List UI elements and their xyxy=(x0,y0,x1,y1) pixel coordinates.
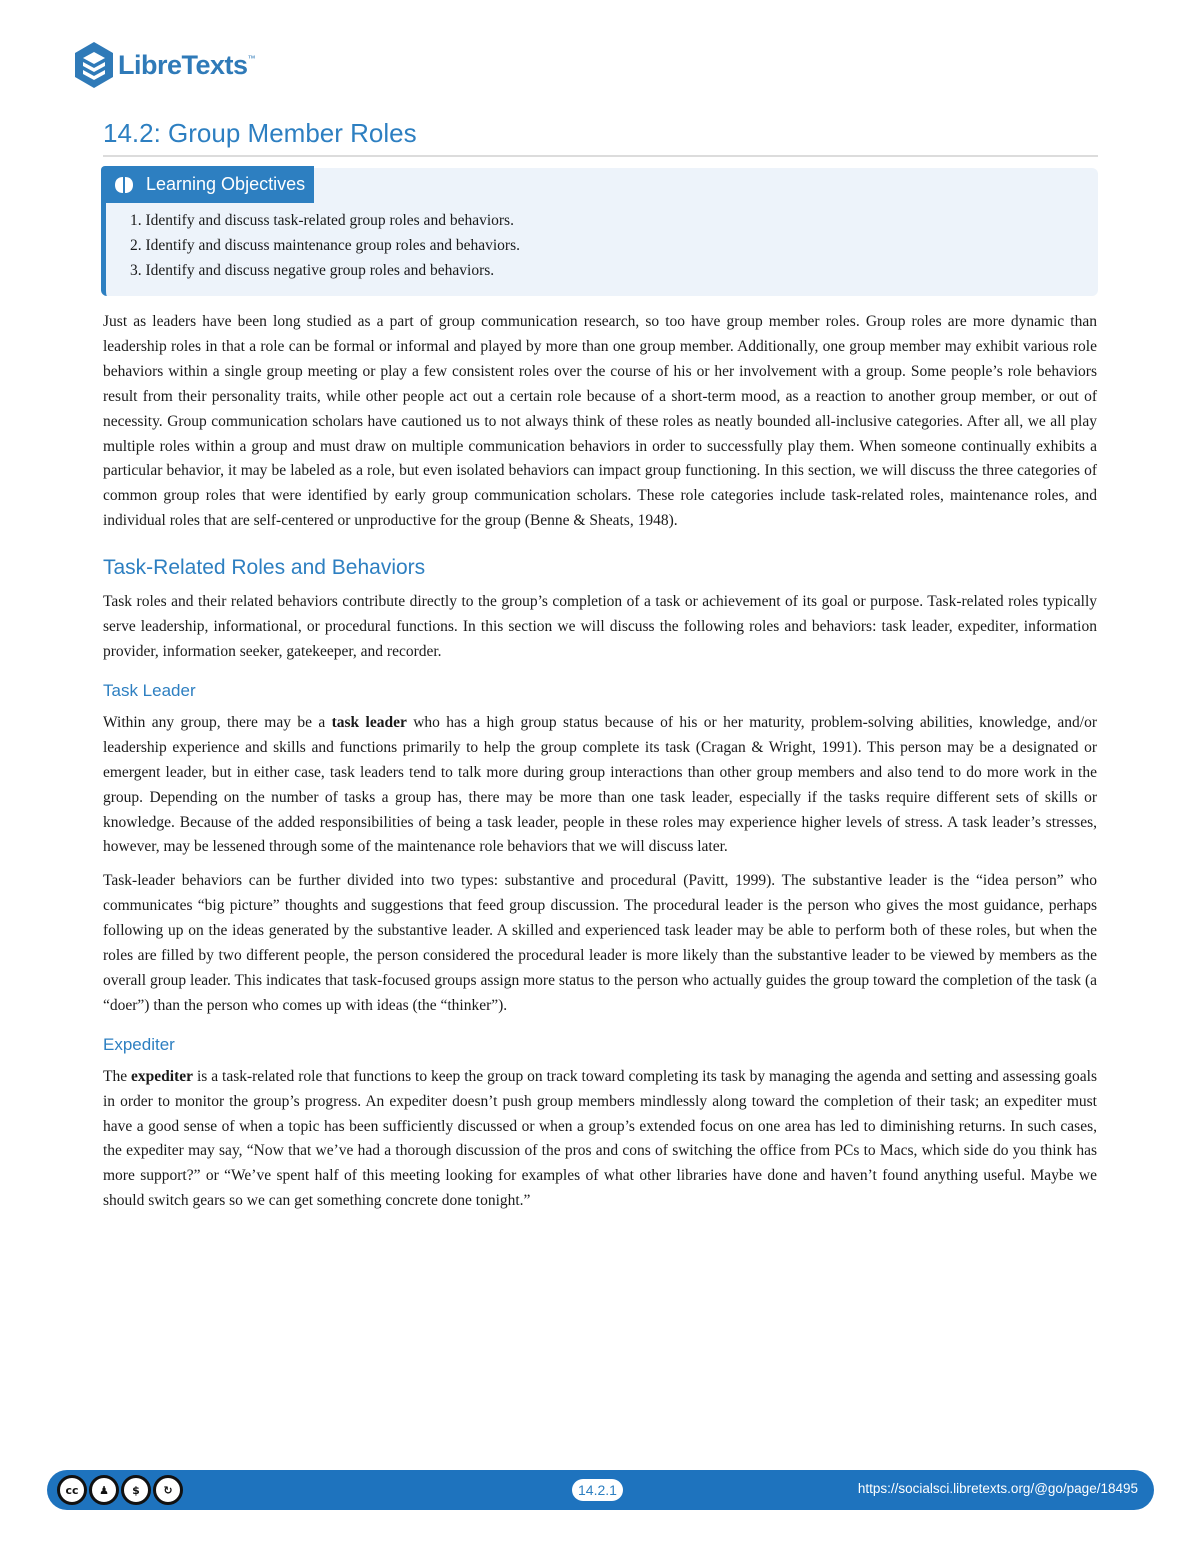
attribution-icon: ♟ xyxy=(89,1475,119,1505)
page-content xyxy=(103,310,1097,1223)
subheading-expediter: Expediter xyxy=(103,1034,175,1054)
learning-objectives-box xyxy=(101,168,1098,296)
page-url-link[interactable]: https://socialsci.libretexts.org/@go/page/18495 xyxy=(857,1481,1138,1496)
text-run: Within any group, there may be a xyxy=(103,713,332,731)
page-title: 14.2: Group Member Roles xyxy=(103,118,417,148)
page-number: 14.2.1 xyxy=(572,1479,623,1501)
term-expediter: expediter xyxy=(131,1067,194,1085)
cc-license-badge[interactable] xyxy=(57,1475,183,1505)
task-section-paragraph: Task roles and their related behaviors contribute directly to the group’s completion of a task or achievement of its goal or purpose. Task-related roles typically serve leadership, informational, or procedural functions. In this section we will discuss the following roles and behaviors: task leader, expediter, information provider, information seeker, gatekeeper, and recorder. xyxy=(103,593,1097,660)
sharealike-icon: ↻ xyxy=(153,1475,183,1505)
text-run: who has a high group status because of his or her maturity, problem-solving abilities, knowledge, and/or leadership experience and skills and functions primarily to help the group complete its task (Cragan & Wright, 1991). This person may be a designated or emergent leader, but in either case, task leaders tend to talk more during group interactions than other group members and also tend to do more work in the group. Depending on the number of tasks a group has, there may be more than one task leader, especially if the tasks require different sets of skills or knowledge. Because of the added responsibilities of being a task leader, people in these roles may experience higher levels of stress. A task leader’s stresses, however, may be lessened through some of the maintenance role behaviors that we will discuss later. xyxy=(103,713,1097,856)
logo-text: LibreTexts xyxy=(118,49,248,80)
objective-item: 2. Identify and discuss maintenance group roles and behaviors. xyxy=(130,237,520,254)
page-footer xyxy=(47,1470,1154,1510)
subheading-task-leader: Task Leader xyxy=(103,680,196,700)
learning-objectives-label: Learning Objectives xyxy=(146,174,306,194)
objective-item: 3. Identify and discuss negative group roles and behaviors. xyxy=(130,262,495,279)
noncommercial-icon: $ xyxy=(121,1475,151,1505)
objectives-list xyxy=(130,208,520,283)
learning-objectives-header xyxy=(101,166,314,203)
intro-paragraph: Just as leaders have been long studied as a part of group communication research, so too have group member roles. Group roles are more dynamic than leadership roles in that a role can be formal or informal and played by more than one group member. Additionally, one group member may exhibit various role behaviors within a single group meeting or play a few consistent roles over the course of his or her involvement with a group. Some people’s role behaviors result from their personality traits, while other people act out a certain role because of a short-term mood, as a reaction to another group member, or out of necessity. Group communication scholars have cautioned us to not always think of these roles as neatly bounded all-inclusive categories. After all, we all play multiple roles within a group and must draw on multiple communication behaviors in order to successfully play them. When someone continually exhibits a particular behavior, it may be labeled as a role, but even isolated behaviors can impact group functioning. In this section, we will discuss the three categories of common group roles that were identified by early group communication scholars. These role categories include task-related roles, maintenance roles, and individual roles that are self-centered or unproductive for the group (Benne & Sheats, 1948). xyxy=(103,313,1097,530)
libretexts-logo[interactable] xyxy=(72,40,256,90)
cc-icon: cc xyxy=(57,1475,87,1505)
brain-icon xyxy=(114,176,134,194)
expediter-paragraph xyxy=(103,1065,1097,1214)
objective-item: 1. Identify and discuss task-related group roles and behaviors. xyxy=(130,212,514,229)
text-run: The xyxy=(103,1067,132,1085)
term-task-leader: task leader xyxy=(331,713,407,731)
logo-trademark: ™ xyxy=(247,54,256,63)
text-run: is a task-related role that functions to keep the group on track toward completing its task by managing the agenda and setting and assessing goals in order to monitor the group’s progress. An expediter doesn’t push group members mindlessly along toward the completion of their task; an expediter must have a good sense of when a topic has been sufficiently discussed or when a group’s extended focus on one area has led to diminishing returns. In such cases, the expediter may say, “Now that we’ve had a thorough discussion of the pros and cons of switching the office from PCs to Macs, which side do you think has more support?” or “We’ve spent half of this meeting looking for examples of what other libraries have done and haven’t found anything useful. Maybe we should switch gears so we can get something concrete done tonight.” xyxy=(103,1067,1097,1210)
title-divider xyxy=(103,155,1098,157)
libretexts-logo-icon xyxy=(72,40,116,90)
section-heading-task-related: Task-Related Roles and Behaviors xyxy=(103,556,426,580)
task-leader-paragraph-1 xyxy=(103,711,1097,860)
task-leader-paragraph-2: Task-leader behaviors can be further divided into two types: substantive and procedural (Pavitt, 1999). The substantive leader is the “idea person” who communicates “big picture” thoughts and suggestions that feed group discussion. The procedural leader is the person who gives the most guidance, perhaps following up on the ideas generated by the substantive leader. A skilled and experienced task leader may be able to perform both of these roles, but when the roles are filled by two different people, the person considered the procedural leader is more likely than the substantive leader to be viewed by members as the overall group leader. This indicates that task-focused groups assign more status to the person who actually guides the group toward the completion of the task (a “doer”) than the person who comes up with ideas (the “thinker”). xyxy=(103,872,1097,1014)
